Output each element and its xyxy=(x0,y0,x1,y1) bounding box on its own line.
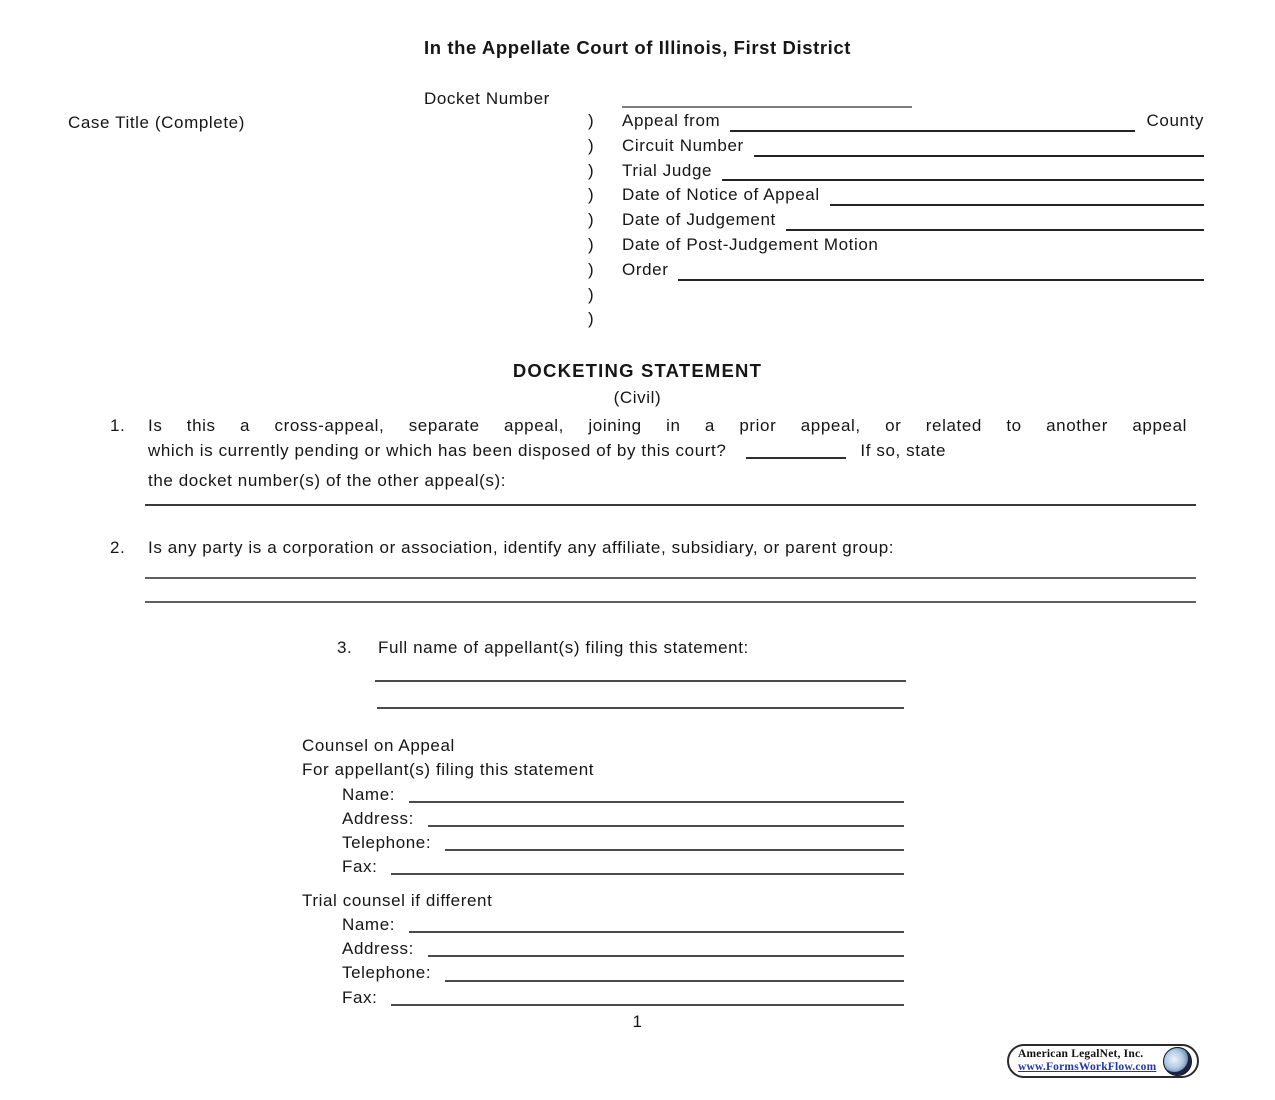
question-3-fill-line-1 xyxy=(375,680,906,682)
appeal-counsel-telephone-row xyxy=(302,831,904,855)
question-3-fill-line-2 xyxy=(377,707,904,709)
trial-counsel-name-row xyxy=(302,913,904,937)
question-1-line-2-text: which is currently pending or which has been disposed of by this court? xyxy=(148,440,727,460)
order-blank-line xyxy=(678,279,1204,281)
paren-mark: ) xyxy=(588,185,595,205)
question-1-number: 1. xyxy=(110,416,126,435)
counsel-on-appeal-subheading: For appellant(s) filing this statement xyxy=(302,760,595,780)
question-3 xyxy=(337,636,897,661)
trial-counsel-name-blank-line xyxy=(409,931,904,933)
trial-counsel-telephone-blank-line xyxy=(445,980,904,982)
address-label: Address: xyxy=(342,939,414,959)
name-label: Name: xyxy=(342,915,396,935)
paren-mark: ) xyxy=(588,135,595,155)
formsworkflow-link[interactable]: www.FormsWorkFlow.com xyxy=(1018,1061,1157,1073)
trial-judge-label: Trial Judge xyxy=(622,160,713,180)
trial-counsel-fax-blank-line xyxy=(391,1004,904,1006)
telephone-label: Telephone: xyxy=(342,832,432,852)
civil-subheading: (Civil) xyxy=(613,388,662,407)
circuit-number-label: Circuit Number xyxy=(622,135,744,155)
legalnet-company-name: American LegalNet, Inc. xyxy=(1018,1048,1144,1060)
appeal-counsel-fax-row xyxy=(302,855,904,879)
trial-counsel-heading: Trial counsel if different xyxy=(302,891,493,910)
question-3-number: 3. xyxy=(337,638,353,657)
date-of-post-judgement-motion-label: Date of Post-Judgement Motion xyxy=(622,234,879,254)
caption-row-notice-of-appeal xyxy=(588,185,1204,210)
question-2-fill-line-1 xyxy=(145,577,1196,579)
appeal-from-blank-line xyxy=(730,130,1134,132)
question-2-fill-line-2 xyxy=(145,601,1196,603)
trial-counsel-fax-row xyxy=(302,986,904,1010)
paren-mark: ) xyxy=(588,309,595,329)
legalnet-badge-text xyxy=(1018,1048,1163,1074)
telephone-label: Telephone: xyxy=(342,963,432,983)
docket-number-blank-line xyxy=(622,106,912,108)
caption-row-appeal-from xyxy=(588,111,1204,136)
counsel-on-appeal-heading: Counsel on Appeal xyxy=(302,736,455,755)
question-1 xyxy=(110,414,1187,494)
caption-row-empty-2 xyxy=(588,309,1204,334)
appeal-counsel-address-row xyxy=(302,807,904,831)
appeal-from-label: Appeal from xyxy=(622,111,721,130)
question-2-text: Is any party is a corporation or association, identify any affiliate, subsidiary, or parent group: xyxy=(148,538,895,557)
appeal-counsel-telephone-blank-line xyxy=(445,849,904,851)
question-1-line-1: Is this a cross-appeal, separate appeal, joining in a prior appeal, or related to another appeal xyxy=(148,416,1187,435)
question-2-number: 2. xyxy=(110,538,126,557)
paren-mark: ) xyxy=(588,234,595,254)
paren-mark: ) xyxy=(588,160,595,180)
appeal-counsel-address-blank-line xyxy=(428,825,904,827)
page-number: 1 xyxy=(632,1012,643,1031)
fax-label: Fax: xyxy=(342,856,378,876)
date-of-judgement-label: Date of Judgement xyxy=(622,210,776,230)
question-2 xyxy=(110,536,1187,561)
county-label: County xyxy=(1146,111,1204,130)
caption-row-circuit-number xyxy=(588,136,1204,161)
question-1-line-2 xyxy=(148,439,1187,464)
trial-counsel-address-row xyxy=(302,937,904,961)
trial-counsel-section xyxy=(302,889,904,1010)
question-1-answer-blank-line xyxy=(746,457,846,459)
caption-row-trial-judge xyxy=(588,161,1204,186)
caption-row-date-of-judgement xyxy=(588,210,1204,235)
date-of-notice-of-appeal-label: Date of Notice of Appeal xyxy=(622,185,820,205)
trial-judge-blank-line xyxy=(722,179,1204,181)
trial-counsel-telephone-row xyxy=(302,961,904,985)
docket-number-label: Docket Number xyxy=(424,89,550,108)
trial-counsel-address-blank-line xyxy=(428,955,904,957)
name-label: Name: xyxy=(342,784,396,804)
legalnet-badge xyxy=(1007,1044,1199,1078)
caption-row-post-judgement-motion xyxy=(588,235,1204,260)
appeal-counsel-name-blank-line xyxy=(409,801,904,803)
docketing-statement-heading: DOCKETING STATEMENT xyxy=(512,360,763,381)
circuit-number-blank-line xyxy=(754,155,1204,157)
question-3-text: Full name of appellant(s) filing this statement: xyxy=(378,638,749,657)
appeal-counsel-fax-blank-line xyxy=(391,873,904,875)
date-of-notice-blank-line xyxy=(830,204,1204,206)
date-of-judgement-blank-line xyxy=(786,229,1204,231)
paren-mark: ) xyxy=(588,259,595,279)
appeal-counsel-name-row xyxy=(302,783,904,807)
page-title: In the Appellate Court of Illinois, First District xyxy=(423,37,852,58)
fax-label: Fax: xyxy=(342,987,378,1007)
paren-mark: ) xyxy=(588,210,595,230)
paren-mark: ) xyxy=(588,284,595,304)
address-label: Address: xyxy=(342,808,414,828)
question-1-fill-line xyxy=(145,504,1196,506)
paren-mark: ) xyxy=(588,111,595,130)
question-1-line-3: the docket number(s) of the other appeal(s): xyxy=(148,471,507,490)
counsel-on-appeal-section xyxy=(302,734,904,879)
globe-icon xyxy=(1163,1047,1192,1076)
case-title-label: Case Title (Complete) xyxy=(68,113,245,132)
caption-row-order xyxy=(588,260,1204,285)
caption-paren-column xyxy=(588,111,1204,334)
question-1-line-2-tail: If so, state xyxy=(860,440,947,460)
caption-row-empty-1 xyxy=(588,285,1204,310)
order-label: Order xyxy=(622,259,669,279)
